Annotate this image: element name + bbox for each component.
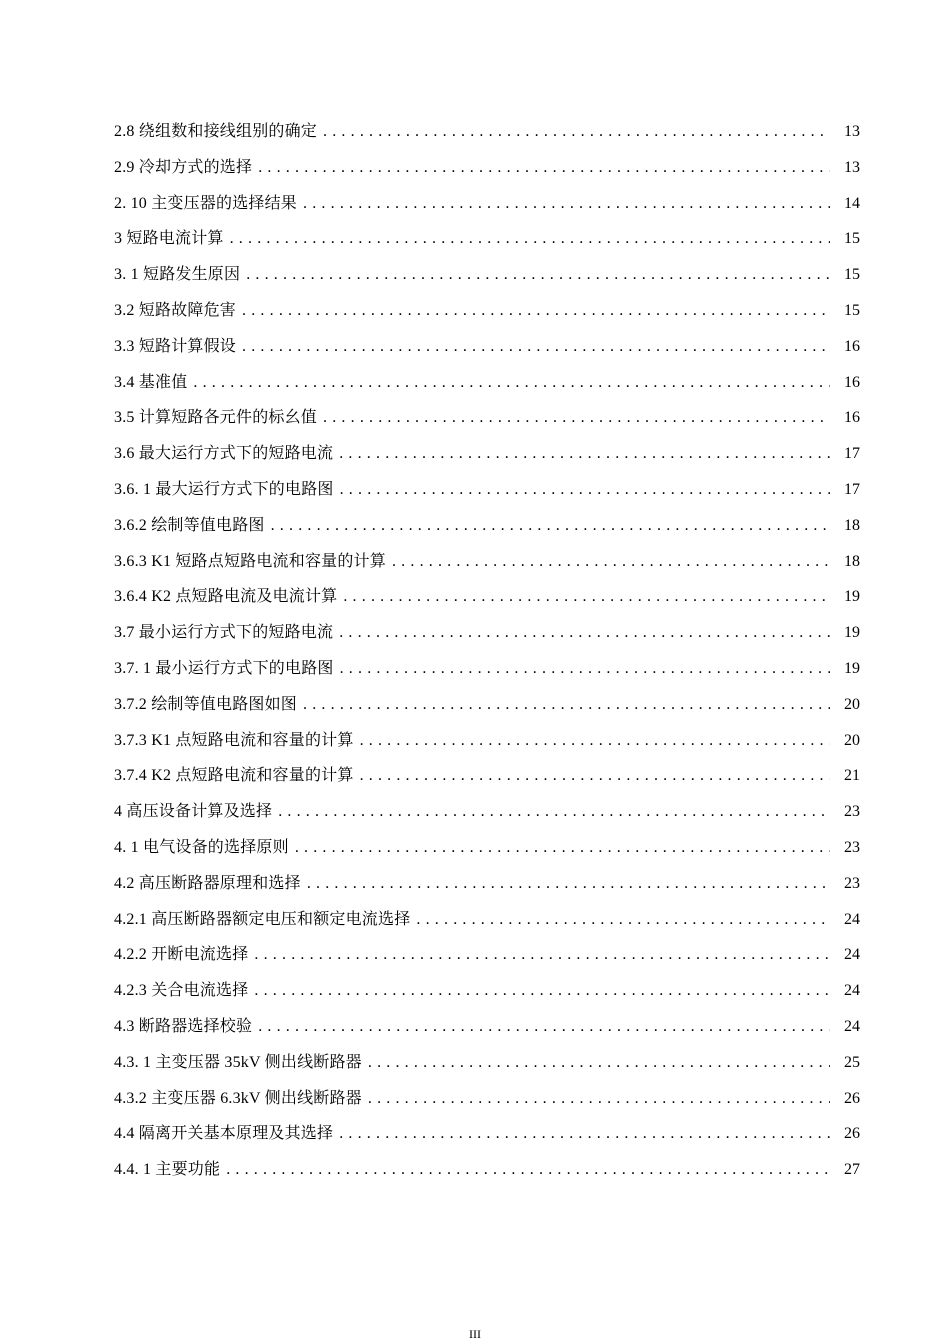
toc-entry-title: 3.7.2 绘制等值电路图如图: [114, 695, 298, 713]
toc-entry[interactable]: [114, 436, 860, 472]
toc-entry[interactable]: [114, 794, 860, 830]
toc-entry-page: 25: [844, 1053, 860, 1071]
toc-leader-dots: [323, 400, 830, 436]
toc-entry-title: 3.7 最小运行方式下的短路电流: [114, 624, 334, 642]
toc-entry-page: 24: [844, 910, 860, 928]
toc-entry-page: 17: [844, 445, 860, 463]
toc-leader-dots: [323, 114, 830, 150]
toc-entry-page: 13: [844, 158, 860, 176]
toc-leader-dots: [416, 902, 830, 938]
toc-leader-dots: [242, 293, 830, 329]
toc-leader-dots: [242, 329, 830, 365]
toc-leader-dots: [193, 365, 830, 401]
toc-entry-title: 3.4 基准值: [114, 373, 188, 391]
toc-entry-title: 3.5 计算短路各元件的标幺值: [114, 409, 318, 427]
toc-entry-title: 4.2.2 开断电流选择: [114, 946, 249, 964]
toc-leader-dots: [295, 830, 830, 866]
toc-entry-page: 17: [844, 480, 860, 498]
toc-entry-title: 3.7.4 K2 点短路电流和容量的计算: [114, 767, 354, 785]
table-of-contents: [114, 114, 860, 1188]
toc-leader-dots: [340, 651, 830, 687]
toc-entry-page: 26: [844, 1125, 860, 1143]
toc-entry[interactable]: [114, 150, 860, 186]
toc-leader-dots: [230, 221, 830, 257]
toc-leader-dots: [307, 866, 830, 902]
toc-entry-title: 3.6.2 绘制等值电路图: [114, 516, 265, 534]
toc-entry[interactable]: [114, 1045, 860, 1081]
toc-entry[interactable]: [114, 615, 860, 651]
toc-entry-title: 4.3 断路器选择校验: [114, 1017, 253, 1035]
toc-entry[interactable]: [114, 1081, 860, 1117]
toc-leader-dots: [339, 436, 830, 472]
toc-entry[interactable]: [114, 1152, 860, 1188]
toc-entry[interactable]: [114, 544, 860, 580]
toc-entry-page: 24: [844, 982, 860, 1000]
toc-entry-title: 3.6.3 K1 短路点短路电流和容量的计算: [114, 552, 386, 570]
toc-entry[interactable]: [114, 329, 860, 365]
toc-entry-page: 15: [844, 301, 860, 319]
toc-entry-title: 2.9 冷却方式的选择: [114, 158, 253, 176]
toc-entry[interactable]: [114, 973, 860, 1009]
toc-leader-dots: [339, 615, 830, 651]
toc-entry-title: 3. 1 短路发生原因: [114, 266, 241, 284]
toc-entry-title: 3 短路电流计算: [114, 230, 224, 248]
toc-entry-title: 3.7. 1 最小运行方式下的电路图: [114, 659, 334, 677]
toc-entry-title: 2.8 绕组数和接线组别的确定: [114, 123, 318, 140]
toc-entry-title: 4.4 隔离开关基本原理及其选择: [114, 1125, 334, 1143]
toc-entry[interactable]: [114, 293, 860, 329]
toc-leader-dots: [254, 937, 830, 973]
toc-entry-page: 26: [844, 1089, 860, 1107]
toc-entry-page: 15: [844, 266, 860, 284]
toc-entry-title: 3.6. 1 最大运行方式下的电路图: [114, 480, 334, 498]
toc-entry-title: 4.2.3 关合电流选择: [114, 982, 249, 1000]
toc-leader-dots: [271, 508, 830, 544]
toc-entry-page: 21: [844, 767, 860, 785]
toc-entry-title: 3.3 短路计算假设: [114, 337, 237, 355]
toc-entry-page: 20: [844, 695, 860, 713]
toc-entry-page: 23: [844, 874, 860, 892]
toc-entry[interactable]: [114, 579, 860, 615]
toc-entry-page: 18: [844, 552, 860, 570]
toc-entry-title: 2. 10 主变压器的选择结果: [114, 194, 298, 212]
toc-entry-title: 3.6.4 K2 点短路电流及电流计算: [114, 588, 338, 606]
toc-leader-dots: [360, 758, 830, 794]
toc-leader-dots: [339, 1116, 830, 1152]
toc-entry-page: 24: [844, 946, 860, 964]
toc-leader-dots: [368, 1045, 830, 1081]
toc-entry[interactable]: [114, 902, 860, 938]
toc-entry-page: 19: [844, 624, 860, 642]
toc-leader-dots: [278, 794, 830, 830]
toc-entry-title: 4.2.1 高压断路器额定电压和额定电流选择: [114, 910, 411, 928]
toc-entry[interactable]: [114, 723, 860, 759]
toc-leader-dots: [343, 579, 830, 615]
toc-entry-title: 3.7.3 K1 点短路电流和容量的计算: [114, 731, 354, 749]
toc-entry[interactable]: [114, 365, 860, 401]
toc-entry[interactable]: [114, 830, 860, 866]
toc-leader-dots: [254, 973, 830, 1009]
toc-leader-dots: [392, 544, 830, 580]
toc-entry[interactable]: [114, 758, 860, 794]
toc-entry-page: 14: [844, 194, 860, 212]
toc-entry-page: 27: [844, 1161, 860, 1179]
toc-entry-title: 3.6 最大运行方式下的短路电流: [114, 445, 334, 463]
toc-leader-dots: [246, 257, 830, 293]
toc-entry[interactable]: [114, 508, 860, 544]
toc-entry[interactable]: [114, 1116, 860, 1152]
toc-entry-page: 16: [844, 373, 860, 391]
toc-entry-title: 4. 1 电气设备的选择原则: [114, 838, 289, 856]
toc-entry[interactable]: [114, 937, 860, 973]
toc-entry[interactable]: [114, 651, 860, 687]
toc-leader-dots: [360, 723, 830, 759]
toc-entry-title: 4.2 高压断路器原理和选择: [114, 874, 301, 892]
toc-entry-title: 4.3.2 主变压器 6.3kV 侧出线断路器: [114, 1089, 362, 1107]
toc-leader-dots: [226, 1152, 830, 1188]
toc-entry[interactable]: [114, 400, 860, 436]
toc-entry-page: 15: [844, 230, 860, 248]
toc-entry-page: 16: [844, 337, 860, 355]
toc-entry-title: 4.4. 1 主要功能: [114, 1161, 221, 1179]
toc-entry[interactable]: [114, 1009, 860, 1045]
toc-entry-page: 19: [844, 659, 860, 677]
toc-entry-title: 3.2 短路故障危害: [114, 301, 237, 319]
toc-leader-dots: [303, 186, 830, 222]
toc-entry-page: 20: [844, 731, 860, 749]
toc-leader-dots: [258, 150, 830, 186]
toc-entry[interactable]: [114, 687, 860, 723]
toc-entry[interactable]: [114, 866, 860, 902]
toc-entry-title: 4.3. 1 主变压器 35kV 侧出线断路器: [114, 1053, 362, 1071]
toc-entry-title: 4 高压设备计算及选择: [114, 803, 273, 821]
toc-entry[interactable]: [114, 221, 860, 257]
toc-entry-page: 19: [844, 588, 860, 606]
toc-entry-page: 23: [844, 803, 860, 821]
toc-entry[interactable]: [114, 257, 860, 293]
toc-entry-page: 23: [844, 838, 860, 856]
toc-leader-dots: [303, 687, 830, 723]
toc-entry-page: 24: [844, 1017, 860, 1035]
page-number-footer: III: [469, 1327, 481, 1341]
toc-leader-dots: [340, 472, 830, 508]
toc-entry[interactable]: [114, 114, 860, 150]
toc-entry-page: 18: [844, 516, 860, 534]
toc-leader-dots: [258, 1009, 830, 1045]
toc-entry-page: 13: [844, 123, 860, 140]
toc-leader-dots: [368, 1081, 830, 1117]
toc-entry-page: 16: [844, 409, 860, 427]
toc-entry[interactable]: [114, 186, 860, 222]
toc-entry[interactable]: [114, 472, 860, 508]
